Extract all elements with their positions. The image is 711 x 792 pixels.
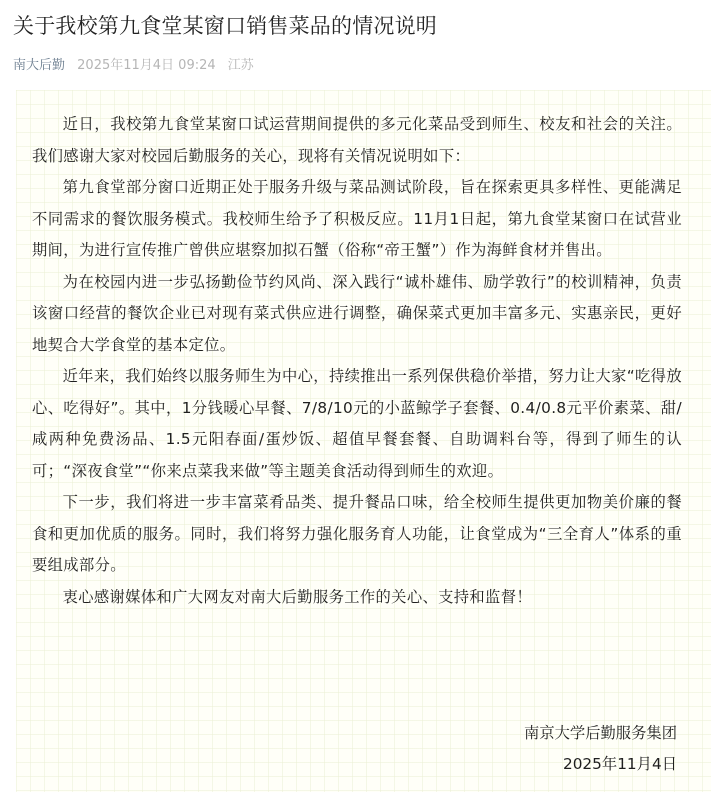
publish-time: 2025年11月4日 09:24 [77, 58, 216, 73]
paragraph-intro: 近日，我校第九食堂某窗口试运营期间提供的多元化菜品受到师生、校友和社会的关注。我们感谢大家对校园后勤服务的关心，现将有关情况说明如下： [32, 115, 682, 165]
article-title: 关于我校第九食堂某窗口销售菜品的情况说明 [13, 14, 437, 38]
paragraph-measures: 近年来，我们始终以服务师生为中心，持续推出一系列保供稳价举措，努力让大家“吃得放心、吃得好”。其中，1分钱暖心早餐、7/8/10元的小蓝鲸学子套餐、0.4/0.8元平价素菜、甜/咸两种免费汤品、1.5元阳春面/蛋炒饭、超值早餐套餐、自助调料台等，得到了师生的认可；“深夜食堂”“你来点菜我来做”等主题美食活动得到师生的欢迎。 [32, 367, 682, 480]
source-link[interactable]: 南大后勤 [13, 58, 66, 73]
paragraph-adjustment: 为在校园内进一步弘扬勤俭节约风尚、深入践行“诚朴雄伟、励学敦行”的校训精神，负责该窗口经营的餐饮企业已对现有菜式供应进行调整，确保菜式更加丰富多元、实惠亲民，更好地契合大学食堂的基本定位。 [32, 272, 682, 354]
signature-date: 2025年11月4日 [562, 755, 677, 773]
signature-block [524, 718, 677, 780]
paragraph-next-steps: 下一步，我们将进一步丰富菜肴品类、提升餐品口味，给全校师生提供更加物美价廉的餐食和更加优质的服务。同时，我们将努力强化服务育人功能，让食堂成为“三全育人”体系的重要组成部分。 [32, 493, 682, 574]
paragraph-thanks: 衷心感谢媒体和广大网友对南大后勤服务工作的关心、支持和监督！ [62, 587, 533, 606]
signature-organization: 南京大学后勤服务集团 [524, 724, 677, 742]
article-meta [13, 57, 254, 75]
paragraph-situation: 第九食堂部分窗口近期正处于服务升级与菜品测试阶段，旨在探索更具多样性、更能满足不同需求的餐饮服务模式。我校师生给予了积极反应。11月1日起，第九食堂某窗口在试营业期间，为进行宣传推广曾供应堪察加拟石蟹（俗称“帝王蟹”）作为海鲜食材并售出。 [32, 178, 682, 259]
publish-location: 江苏 [227, 58, 254, 73]
article-body [32, 109, 682, 613]
